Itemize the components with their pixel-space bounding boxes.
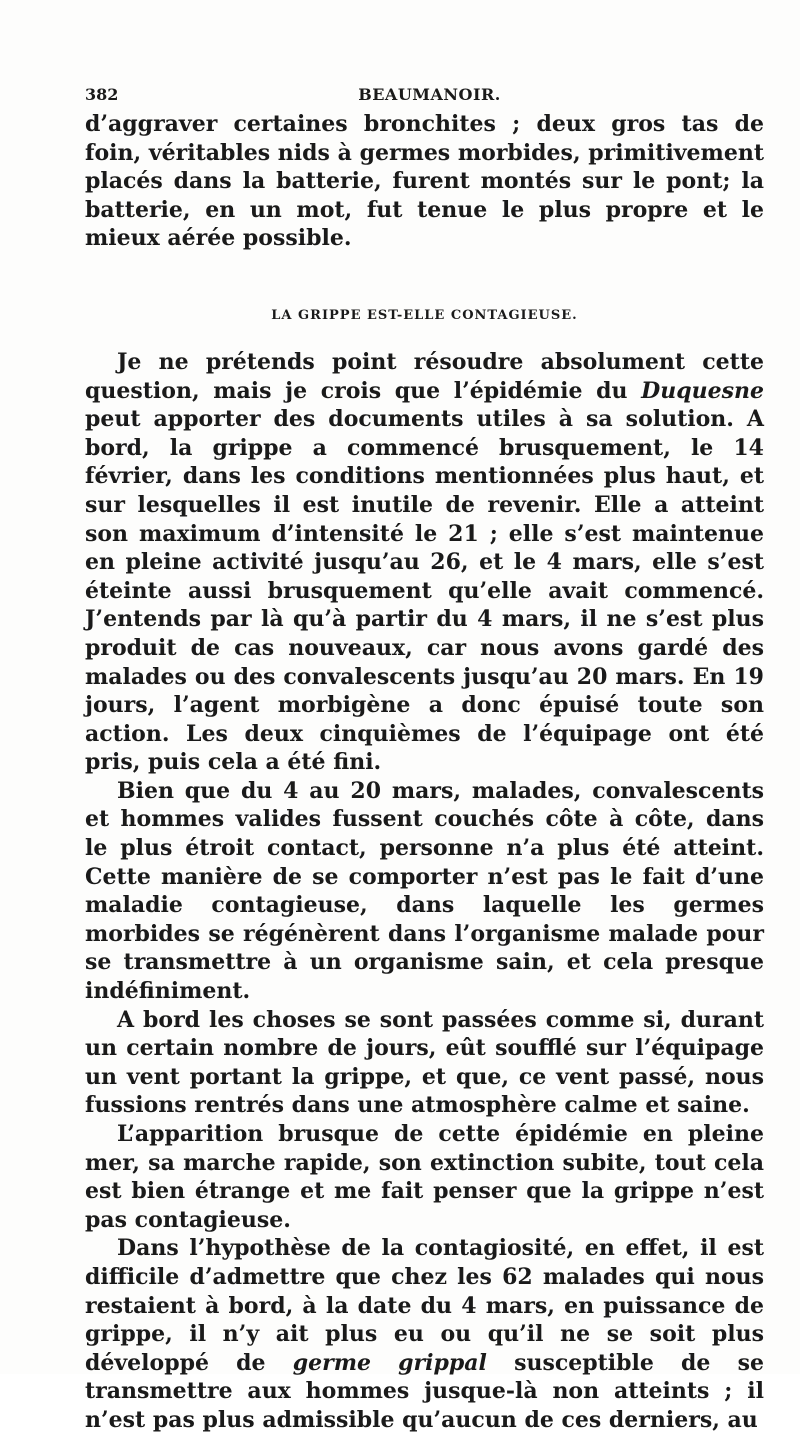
paragraph-1-text-a: Je ne prétends point résoudre absolument cette question, mais je crois que l’épidémie du: [85, 348, 764, 404]
running-head: BEAUMANOIR.: [358, 85, 501, 104]
italic-term: germe grippal: [292, 1349, 487, 1376]
paragraph-2: Bien que du 4 au 20 mars, malades, convalescents et hommes valides fussent couchés côte à côte, dans le plus étroit contact, personne n’a plus été atteint. Cette manière de se comporter n’est pas le fait d’une maladie contagieuse, dans laquelle les germes morbides se régénèrent dans l’organisme malade pour se transmettre à un organisme sain, et cela presque indéfiniment.: [85, 777, 764, 1005]
paragraph-4: L’apparition brusque de cette épidémie en pleine mer, sa marche rapide, son extinction subite, tout cela est bien étrange et me fait penser que la grippe n’est pas contagieuse.: [85, 1121, 764, 1233]
paragraph-1-text-b: peut apporter des documents utiles à sa solution. A bord, la grippe a commencé brusquement, le 14 février, dans les conditions mentionnées plus haut, et sur lesquelles il est inutile de revenir. Elle a atteint son maximum d’intensité le 21 ; elle s’est maintenue en pleine activité jusqu’au 26, et le 4 mars, elle s’est éteinte aussi brusquement qu’elle avait commencé. J’entends par là qu’à partir du 4 mars, il ne s’est plus produit de cas nouveaux, car nous avons gardé des malades ou des convalescents jusqu’au 20 mars. En 19 jours, l’agent morbigène a donc épuisé toute son action. Les deux cinquièmes de l’équipage ont été pris, puis cela a été fini.: [85, 406, 764, 776]
paragraph-continued: d’aggraver certaines bronchites ; deux gros tas de foin, véritables nids à germes morbides, primitivement placés dans la batterie, furent montés sur le pont; la batterie, en un mot, fut tenue le plus propre et le mieux aérée possible.: [85, 111, 764, 252]
paragraph-5: [85, 1234, 764, 1434]
section-title: LA GRIPPE EST-ELLE CONTAGIEUSE.: [271, 307, 578, 323]
page-body: [85, 110, 764, 1435]
paragraph-3: A bord les choses se sont passées comme si, durant un certain nombre de jours, eût soufflé sur l’équipage un vent portant la grippe, et que, ce vent passé, nous fussions rentrés dans une atmosphère calme et saine.: [85, 1006, 764, 1119]
page-number: 382: [85, 85, 119, 104]
paragraph-5-text-a: Dans l’hypothèse de la contagiosité, en effet, il est difficile d’admettre que chez les 62 malades qui nous restaient à bord, à la date du 4 mars, en puissance de grippe, il n’y ait plus eu ou qu’il ne se soit plus développé de: [85, 1235, 764, 1376]
page-header: [85, 85, 764, 109]
ship-name: Duquesne: [641, 377, 764, 404]
paragraph-1: [85, 348, 764, 777]
paragraph-5-text-b: susceptible de se transmettre aux hommes jusque-là non atteints ; il n’est pas plus admissible qu’aucun de ces derniers, au: [85, 1349, 764, 1433]
